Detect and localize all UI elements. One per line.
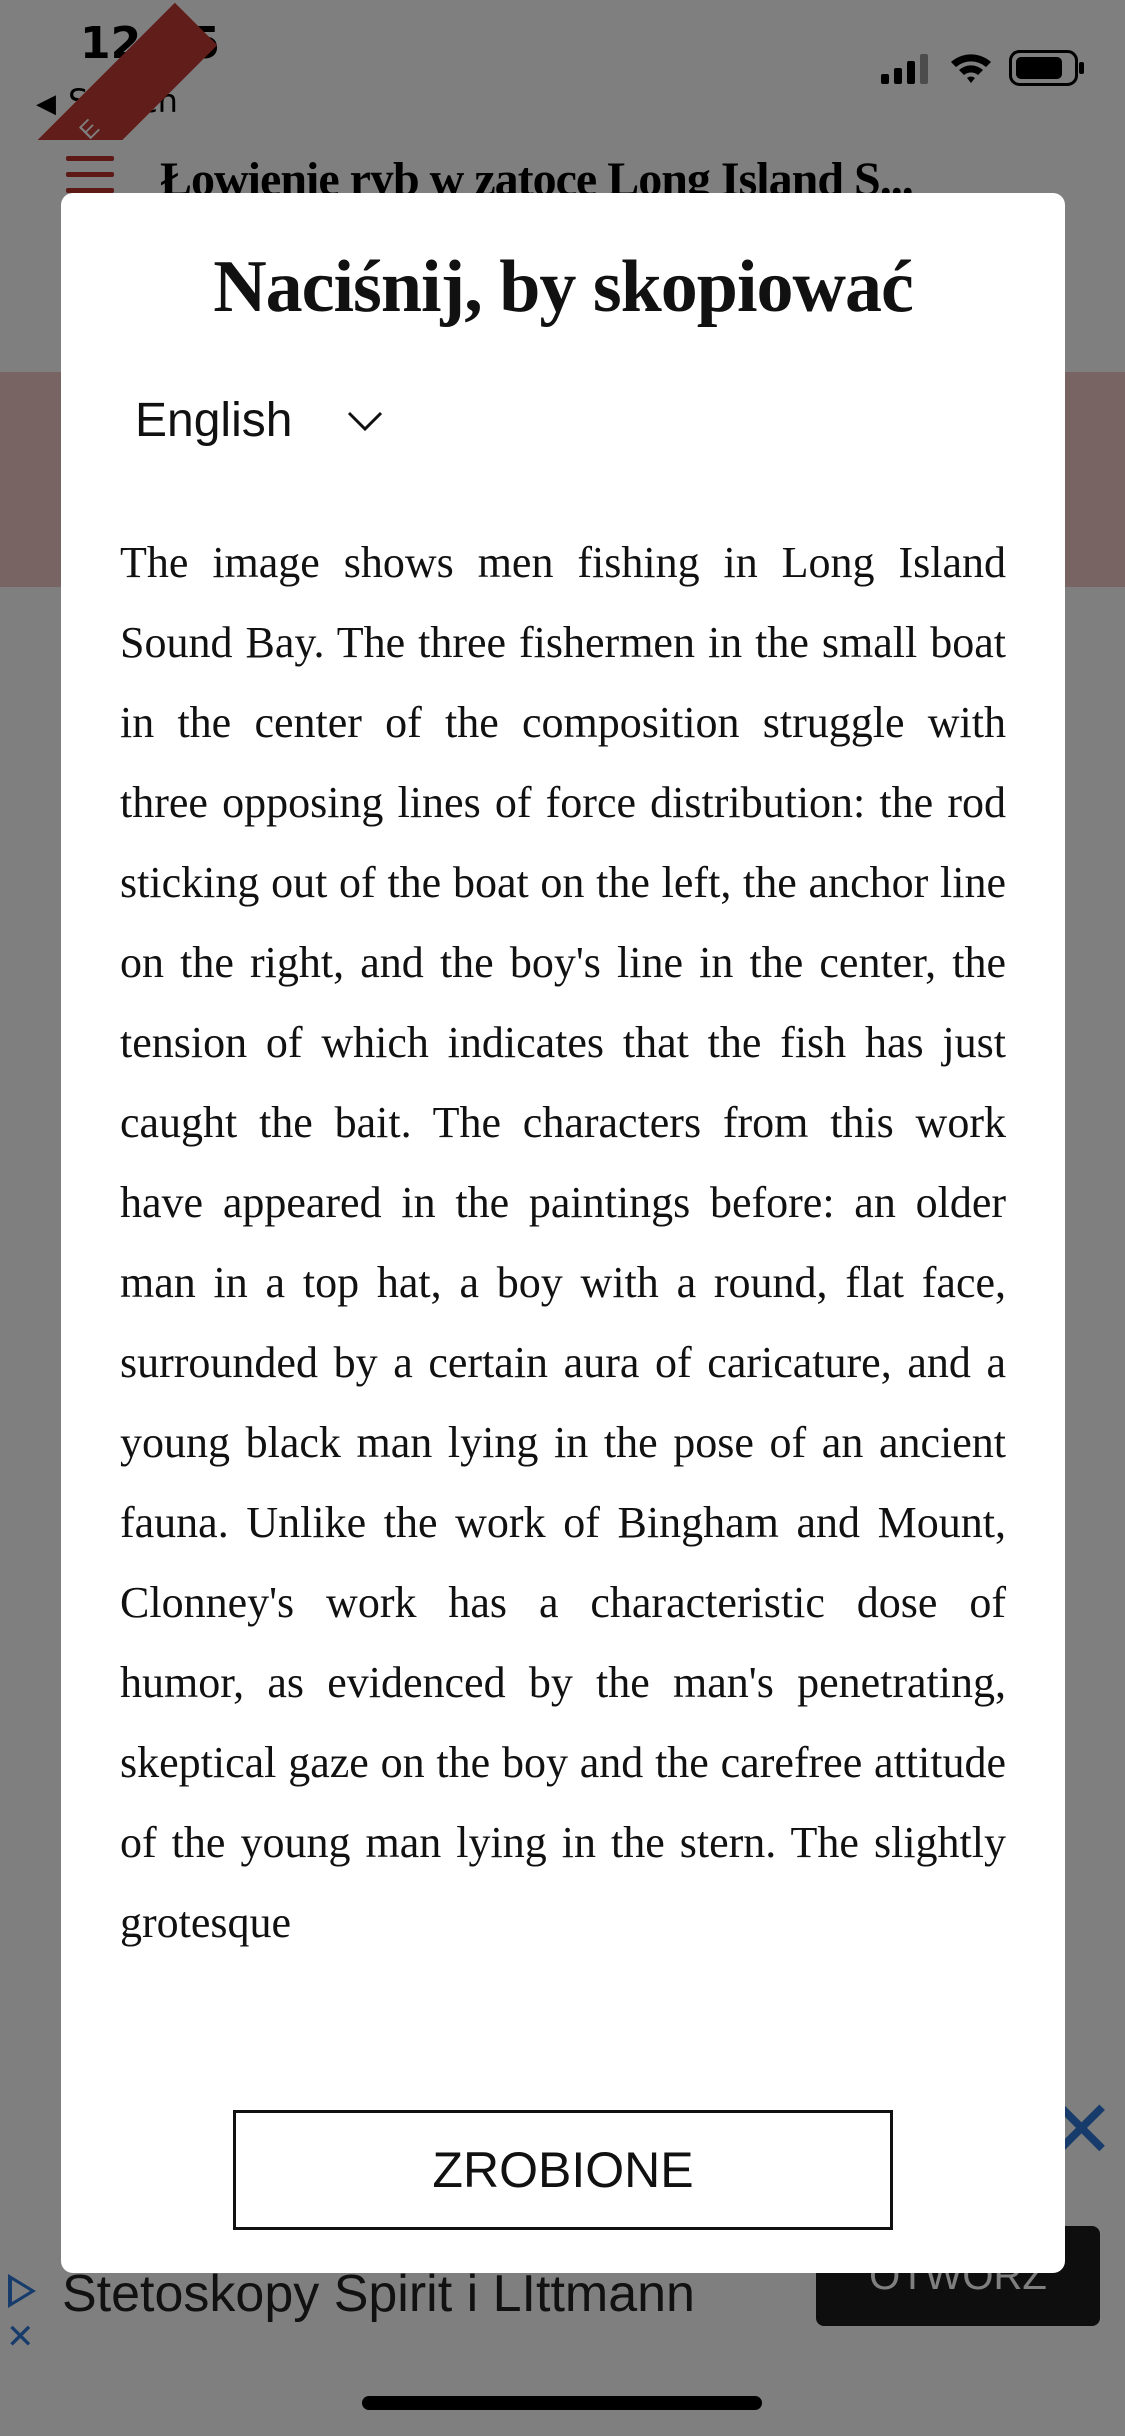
- description-text[interactable]: The image shows men fishing in Long Island Sound Bay. The three fishermen in the small boat in the center of the composition struggle with three opposing lines of force distribution: the rod sticking out of the boat on the left, the anchor line on the right, and the boy's line in the center, the tension of which indicates that the fish has just caught the bait. The characters from this work have appeared in the paintings before: an older man in a top hat, a boy with a round, flat face, surrounded by a certain aura of caricature, and a young black man lying in the pose of an ancient fauna. Unlike the work of Bingham and Mount, Clonney's work has a characteristic dose of humor, as evidenced by the man's penetrating, skeptical gaze on the boy and the carefree attitude of the young man lying in the stern. The slightly grotesque: [120, 538, 1006, 1947]
- language-label: English: [135, 394, 293, 447]
- done-button[interactable]: ZROBIONE: [233, 2110, 893, 2230]
- home-indicator[interactable]: [362, 2396, 762, 2410]
- chevron-down-icon: [346, 410, 384, 432]
- language-select[interactable]: [135, 393, 384, 448]
- dialog-title: Naciśnij, by skopiować: [213, 246, 913, 328]
- copy-dialog: [61, 193, 1065, 2273]
